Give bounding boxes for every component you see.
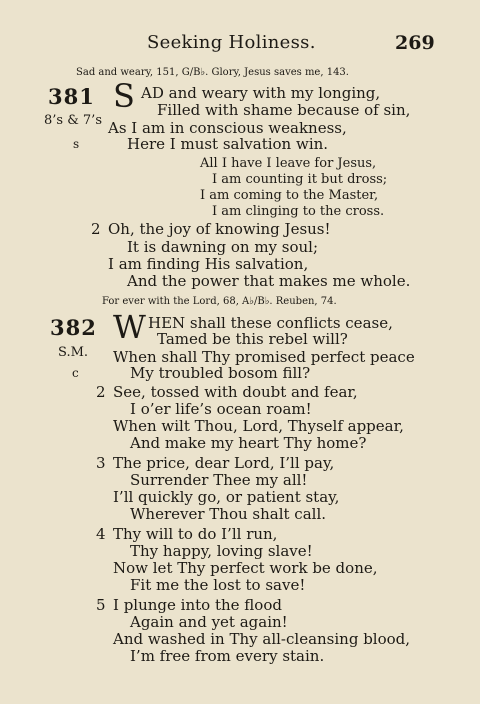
verse-line: The price, dear Lord, I’ll pay,	[113, 454, 335, 472]
chorus-line: I am clinging to the cross.	[212, 204, 385, 219]
verse-line: Surrender Thee my all!	[130, 471, 308, 489]
verse-line: Again and yet again!	[130, 613, 288, 631]
tune-references: Sad and weary, 151, G/B♭. Glory, Jesus saves me, 143.	[76, 67, 349, 78]
verse-line: I am finding His salvation,	[108, 255, 309, 273]
verse-line: And the power that makes me whole.	[127, 272, 411, 290]
verse-line: HEN shall these conflicts cease,	[148, 314, 393, 332]
key-label: c	[72, 366, 79, 380]
verse-line: And washed in Thy all-cleansing blood,	[113, 630, 411, 648]
chorus-line: I am coming to the Master,	[200, 188, 379, 203]
verse-number: 2	[91, 220, 101, 238]
verse-line: Thy happy, loving slave!	[130, 542, 313, 560]
verse-line: When wilt Thou, Lord, Thyself appear,	[113, 417, 404, 435]
verse-line: Oh, the joy of knowing Jesus!	[108, 220, 331, 238]
chorus-line: All I have I leave for Jesus,	[200, 156, 377, 171]
meter-label: 8’s & 7’s	[44, 113, 102, 128]
verse-line: I o’er life’s ocean roam!	[130, 400, 312, 418]
verse-line: See, tossed with doubt and fear,	[113, 383, 358, 401]
verse-line: Filled with shame because of sin,	[157, 101, 411, 119]
verse-line: AD and weary with my longing,	[141, 84, 381, 102]
verse-line: Here I must salvation win.	[127, 135, 329, 153]
drop-cap: W	[113, 308, 146, 346]
verse-line: I plunge into the flood	[113, 596, 282, 614]
verse-line: I’ll quickly go, or patient stay,	[113, 488, 340, 506]
key-label: s	[73, 137, 80, 151]
hymn-number: 381	[48, 84, 95, 109]
verse-line: Fit me the lost to save!	[130, 576, 306, 594]
drop-cap: S	[113, 77, 135, 115]
tune-references: For ever with the Lord, 68, A♭/B♭. Reuben, 74.	[102, 296, 337, 307]
verse-line: When shall Thy promised perfect peace	[113, 348, 415, 366]
verse-line: As I am in conscious weakness,	[108, 119, 347, 137]
verse-line: I’m free from every stain.	[130, 647, 325, 665]
verse-line: And make my heart Thy home?	[130, 434, 367, 452]
running-title: Seeking Holiness.	[147, 32, 316, 53]
verse-line: Wherever Thou shalt call.	[130, 505, 327, 523]
verse-line: Thy will to do I’ll run,	[113, 525, 278, 543]
page-number: 269	[395, 32, 435, 54]
verse-number: 3	[96, 454, 106, 472]
verse-number: 4	[96, 525, 106, 543]
meter-label: S.M.	[58, 345, 89, 360]
verse-line: Tamed be this rebel will?	[157, 330, 348, 348]
verse-line: My troubled bosom fill?	[130, 364, 311, 382]
verse-line: It is dawning on my soul;	[127, 238, 319, 256]
chorus-line: I am counting it but dross;	[212, 172, 388, 187]
verse-line: Now let Thy perfect work be done,	[113, 559, 378, 577]
verse-number: 5	[96, 596, 106, 614]
hymn-number: 382	[50, 315, 97, 340]
verse-number: 2	[96, 383, 106, 401]
